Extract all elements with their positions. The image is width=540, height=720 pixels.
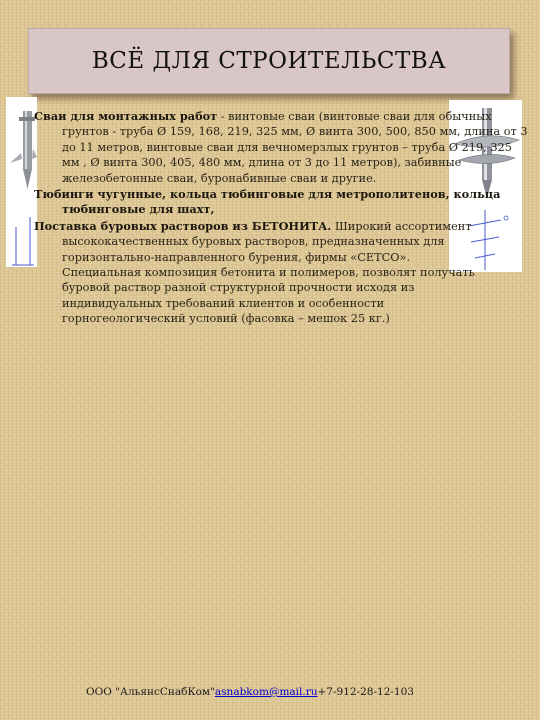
title-banner — [28, 28, 510, 94]
list-item — [34, 219, 477, 327]
item-text: Широкий ассортимент высококачественных буровых растворов, предназначенных для горизонтально-направленного бурения, фирмы «СЕТСО». Специальная композиция бетонита и полимеров, позволят получать буровой раствор разной структурной прочности исходя из индивидуальных требований клиентов и особенности горногеологический условий (фасовка – мешок 25 кг.) — [62, 219, 475, 326]
item-text: - винтовые сваи (винтовые сваи для обычных грунтов - труба Ø 159, 168, 219, 325 мм, Ø винта 300, 500, 850 мм, длина от 3 до 11 метров, винтовые сваи для вечномерзлых грунтов – труба Ø 219, 325 мм , Ø винта 300, 405, 480 мм, длина от 3 до 11 метров), забивные железобетонные сваи, буронабивные сваи и другие. — [62, 110, 528, 185]
screw-pile-image — [6, 97, 37, 267]
list-item — [34, 187, 533, 218]
footer — [86, 686, 466, 698]
item-heading: Тюбинги чугунные, кольца тюбинговые для метрополитенов, кольца тюбинговые для шахт, — [34, 187, 501, 217]
item-heading: Сваи для монтажных работ — [34, 109, 218, 123]
item-heading: Поставка буровых растворов из БЕТОНИТА. — [34, 218, 332, 233]
page-title: ВСЁ ДЛЯ СТРОИТЕЛЬСТВА — [91, 48, 447, 74]
list-item — [34, 109, 533, 186]
footer-phone: +7-912-28-12-103 — [317, 686, 414, 698]
footer-company: ООО "АльянсСнабКом" — [86, 686, 215, 698]
screw-pile-photo — [6, 97, 37, 267]
content-list — [34, 109, 528, 328]
footer-email-link[interactable]: asnabkom@mail.ru — [214, 686, 318, 698]
